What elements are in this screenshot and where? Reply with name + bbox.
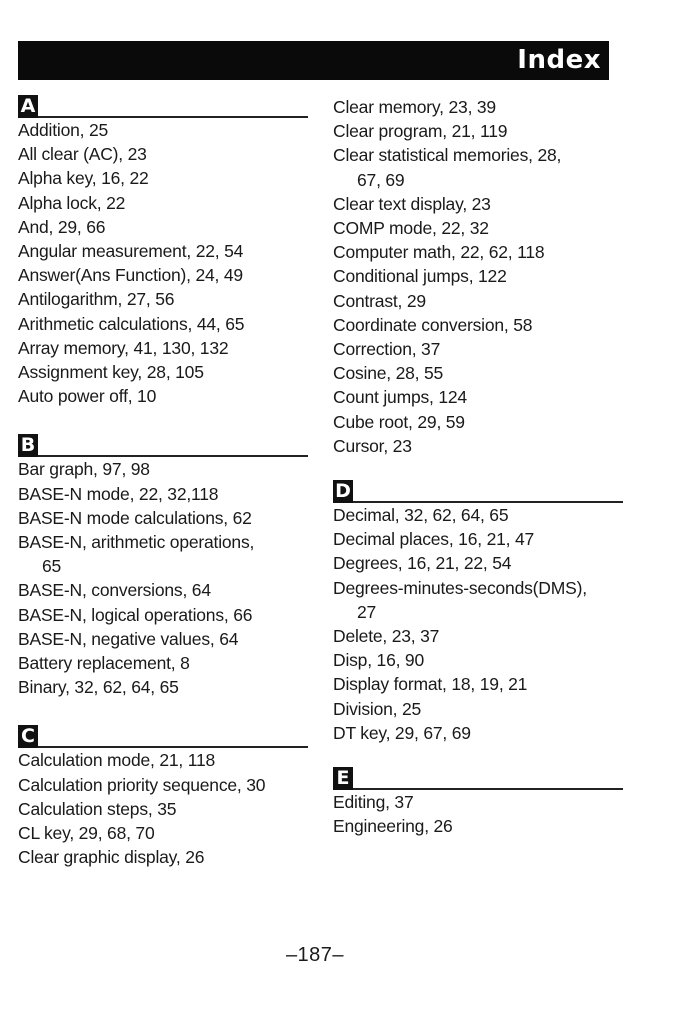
index-entry: BASE-N, conversions, 64 bbox=[18, 580, 211, 601]
index-entry: Alpha key, 16, 22 bbox=[18, 168, 149, 189]
index-entry: Clear text display, 23 bbox=[333, 193, 491, 214]
index-entry: Count jumps, 124 bbox=[333, 387, 467, 408]
index-entry: Computer math, 22, 62, 118 bbox=[333, 242, 545, 263]
entry-continuation: 27 bbox=[357, 601, 377, 622]
index-entry: Editing, 37 bbox=[333, 792, 414, 813]
index-entry: DT key, 29, 67, 69 bbox=[333, 722, 471, 743]
section-d bbox=[333, 473, 623, 745]
index-entry: Clear memory, 23, 39 bbox=[333, 97, 496, 117]
index-entry-continuation bbox=[333, 600, 623, 624]
index-entry-continuation bbox=[333, 168, 623, 192]
index-entry: Delete, 23, 37 bbox=[333, 626, 440, 647]
index-entry: BASE-N, negative values, 64 bbox=[18, 628, 239, 649]
index-entry: Calculation mode, 21, 118 bbox=[18, 750, 216, 771]
page-number: –187– bbox=[285, 944, 345, 966]
index-entry: Alpha lock, 22 bbox=[18, 192, 126, 213]
index-entry: Auto power off, 10 bbox=[18, 386, 157, 407]
index-entry: Division, 25 bbox=[333, 698, 422, 719]
index-entry: COMP mode, 22, 32 bbox=[333, 218, 489, 239]
index-entry: Decimal places, 16, 21, 47 bbox=[333, 529, 535, 550]
section-a-heading bbox=[18, 88, 308, 118]
index-entry: Addition, 25 bbox=[18, 120, 109, 140]
left-column bbox=[18, 88, 308, 869]
index-entry: Answer(Ans Function), 24, 49 bbox=[18, 265, 243, 286]
section-rule bbox=[353, 788, 623, 790]
index-entry: Bar graph, 97, 98 bbox=[18, 459, 150, 480]
index-entry: Degrees, 16, 21, 22, 54 bbox=[333, 553, 512, 574]
index-entry: Cube root, 29, 59 bbox=[333, 411, 465, 432]
section-rule bbox=[38, 116, 308, 118]
index-entry: Battery replacement, 8 bbox=[18, 653, 190, 674]
section-d-heading bbox=[333, 473, 623, 503]
index-entry: And, 29, 66 bbox=[18, 216, 106, 237]
index-entry: CL key, 29, 68, 70 bbox=[18, 823, 155, 844]
index-entry: Clear program, 21, 119 bbox=[333, 121, 508, 142]
section-letter-b: B bbox=[18, 434, 38, 457]
index-entry: Correction, 37 bbox=[333, 339, 441, 360]
section-e bbox=[333, 760, 623, 838]
index-entry: Display format, 18, 19, 21 bbox=[333, 674, 528, 695]
section-letter-a: A bbox=[18, 95, 38, 118]
index-entry: Contrast, 29 bbox=[333, 290, 426, 311]
index-entry: Antilogarithm, 27, 56 bbox=[18, 289, 175, 310]
section-b-heading bbox=[18, 427, 308, 457]
index-entry: Angular measurement, 22, 54 bbox=[18, 241, 244, 262]
section-letter-e: E bbox=[333, 767, 353, 790]
section-rule bbox=[38, 455, 308, 457]
section-c-continued bbox=[333, 95, 623, 458]
index-entry: Engineering, 26 bbox=[333, 816, 453, 837]
index-entry: Calculation steps, 35 bbox=[18, 798, 177, 819]
section-a bbox=[18, 88, 308, 408]
index-entry: BASE-N, logical operations, 66 bbox=[18, 604, 253, 625]
index-header-bar bbox=[18, 41, 609, 80]
section-e-heading bbox=[333, 760, 623, 790]
index-entry-continuation bbox=[18, 554, 308, 578]
index-entry: Disp, 16, 90 bbox=[333, 650, 424, 671]
index-entry: Calculation priority sequence, 30 bbox=[18, 774, 266, 795]
section-letter-d: D bbox=[333, 480, 353, 503]
entry-continuation: 65 bbox=[42, 556, 62, 577]
index-entry: Cosine, 28, 55 bbox=[333, 363, 444, 384]
right-column bbox=[333, 95, 623, 838]
index-entry: All clear (AC), 23 bbox=[18, 144, 147, 165]
index-entry: Degrees-minutes-seconds(DMS), bbox=[333, 577, 587, 598]
index-entry: Clear graphic display, 26 bbox=[18, 847, 205, 868]
section-rule bbox=[353, 501, 623, 503]
section-rule bbox=[38, 746, 308, 748]
index-entry: BASE-N mode, 22, 32,118 bbox=[18, 483, 219, 504]
section-c bbox=[18, 718, 308, 869]
index-entry: Arithmetic calculations, 44, 65 bbox=[18, 313, 245, 334]
index-entry: BASE-N, arithmetic operations, bbox=[18, 532, 255, 553]
index-entry: Conditional jumps, 122 bbox=[333, 266, 507, 287]
index-entry: Coordinate conversion, 58 bbox=[333, 314, 533, 335]
index-entry: Decimal, 32, 62, 64, 65 bbox=[333, 505, 509, 526]
index-entry: BASE-N mode calculations, 62 bbox=[18, 507, 252, 528]
index-entry: Clear statistical memories, 28, bbox=[333, 145, 562, 166]
section-letter-c: C bbox=[18, 725, 38, 748]
index-entry: Assignment key, 28, 105 bbox=[18, 362, 204, 383]
index-entry: Cursor, 23 bbox=[333, 435, 412, 456]
section-b bbox=[18, 427, 308, 699]
entry-continuation: 67, 69 bbox=[357, 169, 405, 190]
page-title: Index bbox=[517, 45, 601, 75]
index-entry: Binary, 32, 62, 64, 65 bbox=[18, 677, 179, 698]
index-entry: Array memory, 41, 130, 132 bbox=[18, 337, 229, 358]
section-c-heading bbox=[18, 718, 308, 748]
